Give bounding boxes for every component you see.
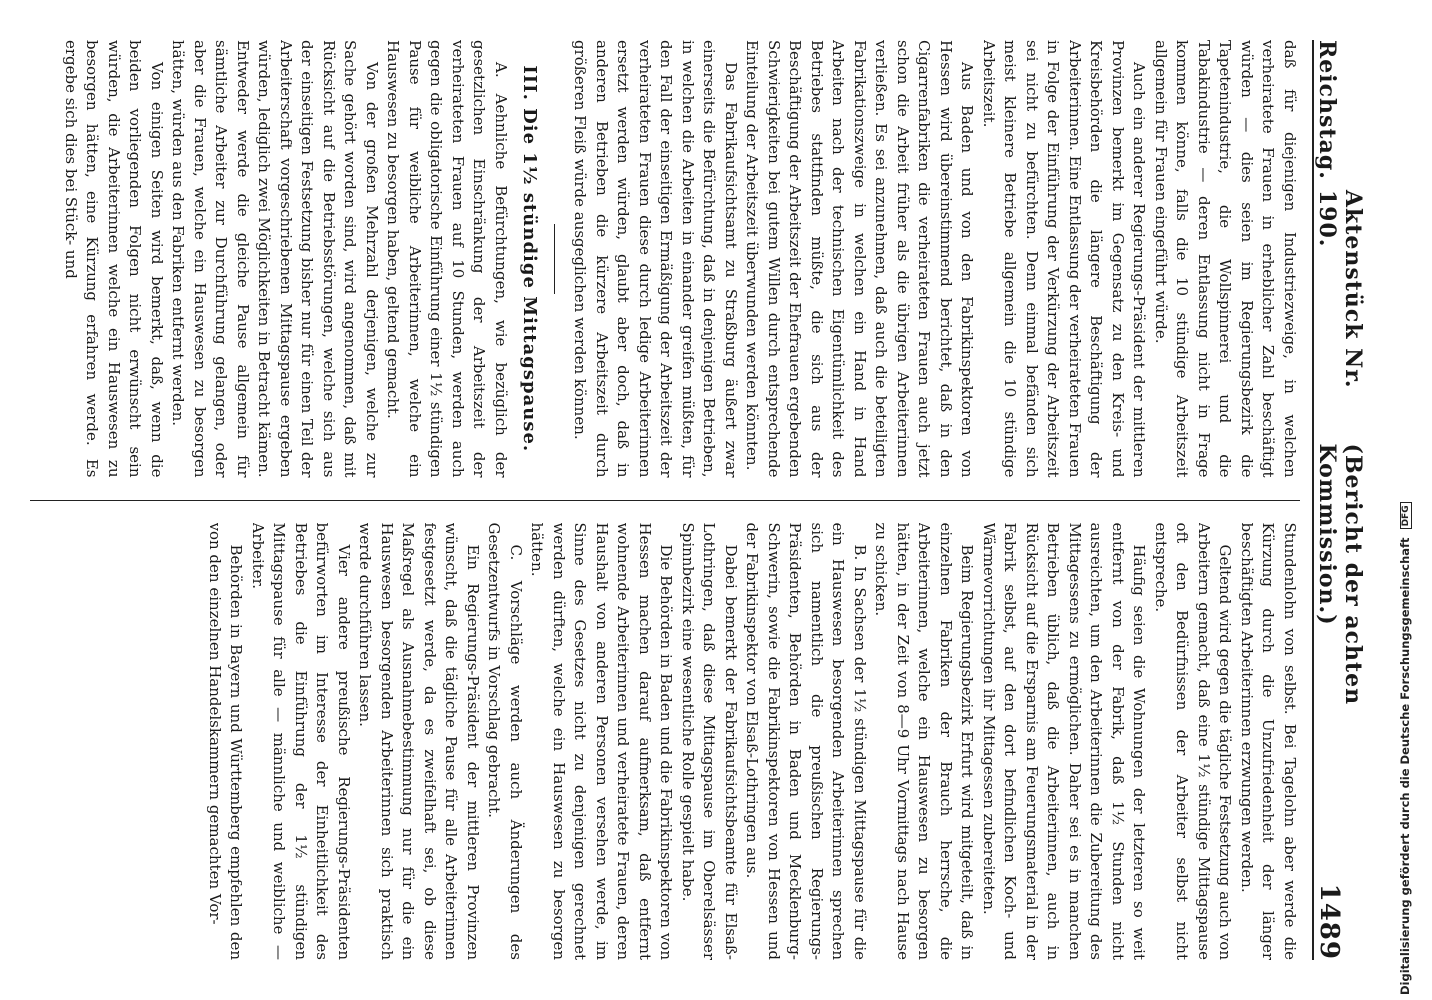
paragraph: Vier andere preußische Regierungs-Präsidenten befürworten im Interesse der Einheitlichkeit des Betriebes die Einführung der 1½ stündigen Mittagspause für alle — männliche und weibliche — Arbeiter. [249, 522, 353, 960]
column-left [30, 40, 1300, 478]
paragraph: daß für diejenigen Industriezweige, in welchen verheiratete Frauen in erheblicher Zahl beschäftigt würden — dies seien im Regierungsbezirk die Tapetenindustrie, die Wollspinnerei und die Tabakindustrie — deren Entlassung nicht in Frage kommen könne, falls die 10 stündige Arbeitszeit allgemein für Frauen eingeführt würde. [1152, 40, 1299, 478]
page-header [1312, 40, 1366, 960]
paragraph: Häufig seien die Wohnungen der letzteren so weit entfernt von der Fabrik, daß 1½ Stunden nicht ausreichten, um den Arbeiterinnen die Zubereitung des Mittagessens zu ermöglichen. Daher sei es in manchen Betrieben üblich, daß die Arbeiterinnen, auch in Rücksicht auf die Ersparnis am Feuerungsmaterial in der Fabrik selbst, auf den dort befindlichen Koch- und Wärmevorrichtungen ihr Mittagessen zubereiteten. [980, 522, 1149, 960]
paragraph: Stundenlohn von selbst. Bei Tagelohn aber werde die Kürzung durch die Unzufriedenheit der länger beschäftigten Arbeiterinnen erzwungen werden. [1238, 522, 1299, 960]
header-center: (Bericht der achten Kommission.) [1314, 443, 1366, 706]
paragraph: Auch ein anderer Regierungs-Präsident der mittleren Provinzen bemerkt im Gegensatz zu den Kreis- und Kreisbehörden die längere Beschäftigung der Arbeiterinnen. Eine Entlassung der verheirateten Frauen in Folge der Einführung der Verkürzung der Arbeitszeit sei nicht zu befürchten. Denn einmal befänden sich meist kleinere Betriebe allgemein die 10 stündige Arbeitszeit. [980, 40, 1149, 478]
paragraph: Aus Baden und von den Fabrikinspektoren von Hessen wird übereinstimmend berichtet, daß in den Cigarrenfabriken die verheirateten Frauen auch jetzt schon die Arbeit früher als die übrigen Arbeiterinnen verließen. Es sei anzunehmen, daß auch die beteiligten Fabrikationszweige in welchen ein Hand in Hand Arbeiten nach der technischen Eigentümlichkeit des Betriebes stattfinden müßte, die sich aus der Beschäftigung der Arbeitszeit der Ehefrauen ergebenden Schwierigkeiten bei gutem Willen durch entsprechende Einteilung der Arbeitszeit überwunden werden könnten. [743, 40, 977, 478]
paragraph: Von einigen Seiten wird bemerkt, daß, wenn die beiden vorliegenden Folgen nicht erwünscht sein würden, die Arbeiterinnen welche ein Hauswesen zu besorgen hätten, eine Kürzung erfahren werde. Es ergebe sich dies bei Stück- und [62, 40, 166, 478]
digitization-credit: Digitalisierung gefördert durch die Deutsche Forschungsgemeinschaft DFG [1398, 502, 1412, 995]
section-divider [554, 224, 555, 294]
dfg-logo: DFG [1400, 502, 1412, 529]
digitization-sidebar [1380, 0, 1432, 1000]
paragraph: Die Behörden in Baden und die Fabrikinspektoren von Hessen machen darauf aufmerksam, daß entfernt wohnende Arbeiterinnen und verheiratete Frauen, deren Haushalt von anderen Personen versehen werde, im Sinne des Gesetzes nicht zu denjenigen gerechnet werden dürften, welche ein Hauswesen zu besorgen hätten. [528, 522, 676, 960]
paragraph: Beim Regierungsbezirk Erfurt wird mitgeteilt, daß in einzelnen Fabriken der Brauch herrsche, die Arbeiterinnen, welche ein Hauswesen zu besorgen hätten, in der Zeit von 8—9 Uhr Vormittags nach Hause zu schicken. [872, 522, 977, 960]
paragraph: A. Aehnliche Befürchtungen, wie bezüglich der gesetzlichen Einschränkung der Arbeitszeit der verheirateten Frauen auf 10 Stunden, werden auch gegen die obligatorische Einführung einer 1½ stündigen Pause für weibliche Arbeiterinnen, welche ein Hauswesen zu besorgen haben, geltend gemacht. [384, 40, 510, 478]
paragraph: Geltend wird gegen die tägliche Festsetzung auch von Arbeitern gemacht, daß eine 1½ stündige Mittagspause oft den Bedürfnissen der Arbeiter selbst nicht entspreche. [1152, 522, 1235, 960]
column-right [30, 523, 1300, 961]
paragraph: B. In Sachsen der 1½ stündigen Mittagspause für die ein Hauswesen besorgenden Arbeiterinnen sprechen sich namentlich die preußischen Regierungs-Präsidenten, Behörden in Baden und Mecklenburg-Schwerin, sowie die Fabrikinspektoren von Hessen und der Fabrikinspektor von Elsaß-Lothringen aus. [743, 522, 869, 960]
section-title: III. Die 1½ stündige Mittagspause. [519, 65, 540, 453]
paragraph: Das Fabrikaufsichtsamt zu Straßburg äußert zwar einerseits die Befürchtung, daß in denjenigen Betrieben, in welchen die Arbeiten in einander greifen müßten, für den Fall der einseitigen Ermäßigung der Arbeitszeit der verheirateten Frauen diese durch ledige Arbeiterinnen ersetzt werden würden, glaubt aber doch, daß in anderen Betrieben die kürzere Arbeitszeit durch größeren Fleiß würde ausgeglichen werden können. [571, 40, 740, 478]
header-subtitle: Aktenstück Nr. 190. [1314, 189, 1366, 389]
paragraph: Von der großen Mehrzahl derjenigen, welche zur Sache gehört worden sind, wird angenommen, daß mit Rücksicht auf die Betriebsstörungen, welche sich aus der einseitigen Festsetzung bisher nur für einen Teil der Arbeiterschaft vorgeschriebenen Mittagspause ergeben würden, lediglich zwei Möglichkeiten in Betracht kämen. Entweder werde die gleiche Pause allgemein für sämtliche Arbeiter zur Durchführung gelangen, oder aber die Frauen, welche ein Hauswesen zu besorgen hätten, würden aus den Fabriken entfernt werden. [169, 40, 381, 478]
paragraph: C. Vorschläge werden auch Änderungen des Gesetzentwurfs in Vorschlag gebracht. [485, 522, 525, 960]
paragraph: Ein Regierungs-Präsident der mittleren Provinzen wünscht, daß die tägliche Pause für alle Arbeiterinnen festgesetzt werde, da es zweifelhaft sei, ob diese Maßregel als Ausnahmebestimmung nur für die ein Hauswesen besorgenden Arbeiterinnen sich praktisch werde durchführen lassen. [356, 522, 482, 960]
text-columns [30, 40, 1300, 960]
page-number: 1489 [1314, 883, 1344, 960]
header-title: Reichstag. [1314, 40, 1340, 180]
paragraph: Dabei bemerkt der Fabrikaufsichtsbeamte für Elsaß-Lothringen, daß diese Mittagspause im Oberelsässer Spinnbezirk eine wesentliche Rolle gespielt habe. [679, 522, 740, 960]
paragraph: Behörden in Bayern und Württemberg empfehlen den von den einzelnen Handelskammern gemachten Vor- [206, 522, 246, 960]
column-divider [30, 500, 1300, 501]
